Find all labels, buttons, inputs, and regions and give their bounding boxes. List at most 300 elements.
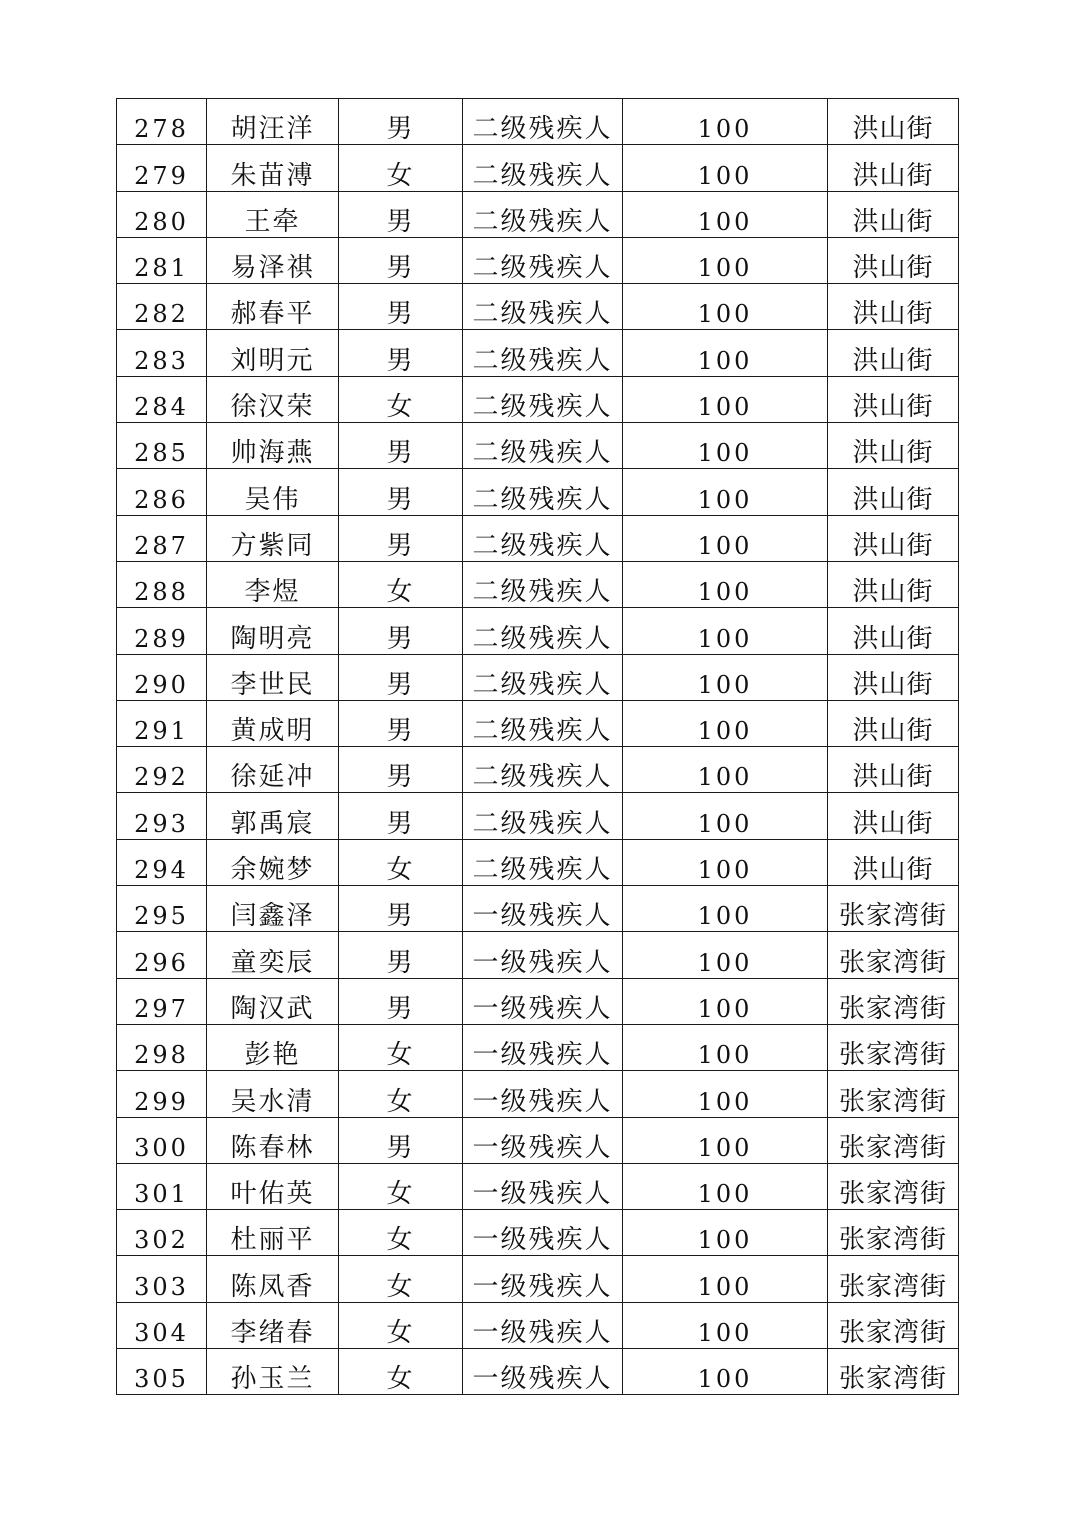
amount-cell (623, 1349, 828, 1395)
name-cell (207, 793, 339, 839)
disability-level-cell-text: 一级残疾人 (472, 1040, 613, 1071)
table-row (117, 145, 959, 191)
gender-cell-text: 男 (386, 993, 415, 1024)
serial-number-cell-text: 294 (134, 856, 189, 885)
name-cell (207, 1071, 339, 1117)
disability-level-cell (463, 376, 623, 422)
amount-cell (623, 237, 828, 283)
disability-level-cell (463, 932, 623, 978)
street-cell (828, 747, 959, 793)
disability-level-cell (463, 99, 623, 145)
gender-cell-text: 女 (386, 855, 415, 886)
street-cell-text: 张家湾街 (838, 1040, 947, 1071)
gender-cell (339, 700, 463, 746)
serial-number-cell-text: 297 (134, 994, 189, 1023)
amount-cell-text: 100 (697, 809, 753, 838)
amount-cell (623, 1256, 828, 1302)
amount-cell-text: 100 (697, 1087, 753, 1116)
serial-number-cell (117, 561, 207, 607)
serial-number-cell (117, 237, 207, 283)
street-cell (828, 284, 959, 330)
serial-number-cell (117, 978, 207, 1024)
street-cell-text: 洪山街 (852, 345, 934, 376)
street-cell (828, 932, 959, 978)
amount-cell (623, 1024, 828, 1070)
amount-cell-text: 100 (697, 439, 753, 468)
gender-cell (339, 330, 463, 376)
gender-cell (339, 284, 463, 330)
disability-level-cell (463, 145, 623, 191)
gender-cell (339, 1024, 463, 1070)
gender-cell (339, 145, 463, 191)
disability-level-cell (463, 515, 623, 561)
table-row (117, 284, 959, 330)
amount-cell-text: 100 (697, 531, 753, 560)
street-cell-text: 张家湾街 (838, 1271, 947, 1302)
disability-level-cell (463, 747, 623, 793)
table-row (117, 793, 959, 839)
table-row (117, 932, 959, 978)
gender-cell-text: 男 (386, 530, 415, 561)
name-cell-text: 徐汉荣 (230, 392, 315, 423)
amount-cell (623, 330, 828, 376)
serial-number-cell-text: 279 (134, 161, 189, 190)
gender-cell (339, 1071, 463, 1117)
name-cell-text: 易泽祺 (230, 253, 315, 284)
name-cell (207, 1163, 339, 1209)
serial-number-cell (117, 284, 207, 330)
gender-cell-text: 男 (386, 253, 415, 284)
name-cell-text: 吴伟 (244, 484, 301, 515)
serial-number-cell-text: 292 (134, 763, 189, 792)
amount-cell-text: 100 (697, 948, 753, 977)
serial-number-cell-text: 304 (134, 1319, 189, 1348)
name-cell-text: 李世民 (230, 669, 315, 700)
street-cell-text: 张家湾街 (838, 1179, 947, 1210)
street-cell (828, 1071, 959, 1117)
street-cell (828, 1024, 959, 1070)
gender-cell (339, 191, 463, 237)
disability-level-cell (463, 1349, 623, 1395)
gender-cell (339, 423, 463, 469)
street-cell (828, 1302, 959, 1348)
gender-cell-text: 男 (386, 947, 415, 978)
gender-cell (339, 793, 463, 839)
gender-cell-text: 女 (386, 1040, 415, 1071)
street-cell-text: 洪山街 (852, 762, 934, 793)
gender-cell-text: 女 (386, 1179, 415, 1210)
serial-number-cell-text: 305 (134, 1365, 189, 1394)
roster-table (116, 98, 959, 1395)
name-cell (207, 330, 339, 376)
street-cell (828, 330, 959, 376)
name-cell (207, 1117, 339, 1163)
name-cell-text: 陶明亮 (230, 623, 315, 654)
amount-cell-text: 100 (697, 393, 753, 422)
table-row (117, 700, 959, 746)
name-cell-text: 郭禹宸 (230, 808, 315, 839)
serial-number-cell-text: 283 (134, 346, 189, 375)
table-row (117, 99, 959, 145)
roster-table-body (117, 99, 959, 1395)
serial-number-cell-text: 287 (134, 531, 189, 560)
table-row (117, 376, 959, 422)
street-cell-text: 张家湾街 (838, 947, 947, 978)
street-cell-text: 张家湾街 (838, 1225, 947, 1256)
amount-cell (623, 793, 828, 839)
amount-cell-text: 100 (697, 624, 753, 653)
amount-cell (623, 284, 828, 330)
street-cell-text: 张家湾街 (838, 1132, 947, 1163)
serial-number-cell-text: 296 (134, 948, 189, 977)
name-cell (207, 700, 339, 746)
serial-number-cell-text: 295 (134, 902, 189, 931)
serial-number-cell-text: 286 (134, 485, 189, 514)
amount-cell-text: 100 (697, 670, 753, 699)
serial-number-cell-text: 293 (134, 809, 189, 838)
street-cell-text: 洪山街 (852, 623, 934, 654)
disability-level-cell-text: 一级残疾人 (472, 1271, 613, 1302)
name-cell (207, 1024, 339, 1070)
disability-level-cell-text: 二级残疾人 (472, 114, 613, 145)
serial-number-cell-text: 288 (134, 578, 189, 607)
name-cell (207, 747, 339, 793)
name-cell (207, 886, 339, 932)
serial-number-cell (117, 1349, 207, 1395)
name-cell-text: 刘明元 (230, 345, 315, 376)
gender-cell (339, 237, 463, 283)
amount-cell-text: 100 (697, 346, 753, 375)
amount-cell-text: 100 (697, 717, 753, 746)
amount-cell-text: 100 (697, 1133, 753, 1162)
serial-number-cell-text: 291 (134, 717, 189, 746)
gender-cell (339, 469, 463, 515)
table-row (117, 1024, 959, 1070)
serial-number-cell-text: 280 (134, 207, 189, 236)
table-row (117, 978, 959, 1024)
gender-cell (339, 376, 463, 422)
table-row (117, 469, 959, 515)
serial-number-cell-text: 282 (134, 300, 189, 329)
serial-number-cell-text: 301 (134, 1180, 189, 1209)
amount-cell (623, 1071, 828, 1117)
amount-cell-text: 100 (697, 763, 753, 792)
name-cell-text: 黄成明 (230, 716, 315, 747)
amount-cell (623, 1117, 828, 1163)
street-cell (828, 839, 959, 885)
street-cell (828, 1349, 959, 1395)
amount-cell-text: 100 (697, 1365, 753, 1394)
amount-cell (623, 932, 828, 978)
street-cell-text: 洪山街 (852, 669, 934, 700)
serial-number-cell (117, 515, 207, 561)
street-cell-text: 洪山街 (852, 253, 934, 284)
disability-level-cell-text: 一级残疾人 (472, 1179, 613, 1210)
name-cell-text: 陶汉武 (230, 993, 315, 1024)
name-cell (207, 284, 339, 330)
table-row (117, 237, 959, 283)
serial-number-cell-text: 300 (134, 1133, 189, 1162)
amount-cell (623, 886, 828, 932)
disability-level-cell-text: 二级残疾人 (472, 299, 613, 330)
name-cell-text: 胡汪洋 (230, 114, 315, 145)
street-cell-text: 洪山街 (852, 114, 934, 145)
table-row (117, 608, 959, 654)
gender-cell-text: 男 (386, 345, 415, 376)
street-cell (828, 469, 959, 515)
name-cell (207, 839, 339, 885)
disability-level-cell-text: 一级残疾人 (472, 1364, 613, 1395)
serial-number-cell (117, 423, 207, 469)
disability-level-cell (463, 237, 623, 283)
amount-cell (623, 145, 828, 191)
disability-level-cell-text: 二级残疾人 (472, 438, 613, 469)
amount-cell (623, 515, 828, 561)
amount-cell (623, 561, 828, 607)
street-cell (828, 1210, 959, 1256)
serial-number-cell (117, 839, 207, 885)
name-cell (207, 932, 339, 978)
disability-level-cell-text: 二级残疾人 (472, 345, 613, 376)
name-cell (207, 561, 339, 607)
name-cell (207, 654, 339, 700)
gender-cell (339, 99, 463, 145)
amount-cell-text: 100 (697, 578, 753, 607)
name-cell-text: 李绪春 (230, 1318, 315, 1349)
gender-cell-text: 女 (386, 1318, 415, 1349)
street-cell (828, 1117, 959, 1163)
street-cell (828, 793, 959, 839)
name-cell (207, 376, 339, 422)
table-row (117, 1117, 959, 1163)
gender-cell-text: 男 (386, 299, 415, 330)
table-row (117, 1071, 959, 1117)
gender-cell (339, 932, 463, 978)
gender-cell-text: 男 (386, 206, 415, 237)
serial-number-cell (117, 747, 207, 793)
serial-number-cell-text: 290 (134, 670, 189, 699)
gender-cell-text: 女 (386, 577, 415, 608)
disability-level-cell (463, 793, 623, 839)
amount-cell-text: 100 (697, 161, 753, 190)
serial-number-cell (117, 700, 207, 746)
street-cell-text: 洪山街 (852, 716, 934, 747)
street-cell (828, 99, 959, 145)
street-cell-text: 洪山街 (852, 438, 934, 469)
name-cell-text: 陈凤香 (230, 1271, 315, 1302)
street-cell-text: 洪山街 (852, 299, 934, 330)
disability-level-cell (463, 654, 623, 700)
name-cell-text: 彭艳 (244, 1040, 301, 1071)
name-cell (207, 978, 339, 1024)
name-cell-text: 王牵 (244, 206, 301, 237)
street-cell-text: 张家湾街 (838, 901, 947, 932)
gender-cell (339, 654, 463, 700)
serial-number-cell (117, 469, 207, 515)
table-row (117, 654, 959, 700)
amount-cell-text: 100 (697, 856, 753, 885)
serial-number-cell-text: 281 (134, 254, 189, 283)
gender-cell (339, 1210, 463, 1256)
disability-level-cell (463, 700, 623, 746)
serial-number-cell-text: 285 (134, 439, 189, 468)
gender-cell (339, 1302, 463, 1348)
gender-cell-text: 男 (386, 623, 415, 654)
disability-level-cell-text: 二级残疾人 (472, 716, 613, 747)
disability-level-cell-text: 二级残疾人 (472, 623, 613, 654)
gender-cell (339, 886, 463, 932)
gender-cell (339, 839, 463, 885)
name-cell (207, 515, 339, 561)
amount-cell-text: 100 (697, 207, 753, 236)
name-cell-text: 方紫同 (230, 530, 315, 561)
serial-number-cell (117, 932, 207, 978)
name-cell-text: 郝春平 (230, 299, 315, 330)
name-cell-text: 帅海燕 (230, 438, 315, 469)
disability-level-cell-text: 一级残疾人 (472, 993, 613, 1024)
disability-level-cell (463, 839, 623, 885)
amount-cell-text: 100 (697, 1226, 753, 1255)
street-cell-text: 洪山街 (852, 160, 934, 191)
serial-number-cell (117, 1024, 207, 1070)
disability-level-cell-text: 二级残疾人 (472, 762, 613, 793)
serial-number-cell-text: 298 (134, 1041, 189, 1070)
amount-cell (623, 191, 828, 237)
gender-cell (339, 1256, 463, 1302)
table-row (117, 423, 959, 469)
disability-level-cell (463, 1071, 623, 1117)
gender-cell (339, 747, 463, 793)
amount-cell-text: 100 (697, 1319, 753, 1348)
table-row (117, 839, 959, 885)
street-cell-text: 张家湾街 (838, 1364, 947, 1395)
serial-number-cell (117, 1163, 207, 1209)
serial-number-cell (117, 654, 207, 700)
serial-number-cell (117, 886, 207, 932)
amount-cell (623, 839, 828, 885)
street-cell (828, 561, 959, 607)
disability-level-cell-text: 一级残疾人 (472, 947, 613, 978)
serial-number-cell (117, 191, 207, 237)
disability-level-cell (463, 1117, 623, 1163)
table-row (117, 1256, 959, 1302)
serial-number-cell-text: 284 (134, 393, 189, 422)
street-cell-text: 张家湾街 (838, 1318, 947, 1349)
name-cell (207, 237, 339, 283)
name-cell-text: 叶佑英 (230, 1179, 315, 1210)
disability-level-cell (463, 469, 623, 515)
serial-number-cell (117, 1071, 207, 1117)
name-cell (207, 423, 339, 469)
serial-number-cell-text: 299 (134, 1087, 189, 1116)
serial-number-cell (117, 1117, 207, 1163)
disability-level-cell-text: 一级残疾人 (472, 1225, 613, 1256)
serial-number-cell-text: 302 (134, 1226, 189, 1255)
amount-cell-text: 100 (697, 1272, 753, 1301)
disability-level-cell-text: 一级残疾人 (472, 901, 613, 932)
disability-level-cell-text: 二级残疾人 (472, 392, 613, 423)
disability-level-cell (463, 423, 623, 469)
street-cell-text: 洪山街 (852, 808, 934, 839)
name-cell-text: 闫鑫泽 (230, 901, 315, 932)
amount-cell-text: 100 (697, 902, 753, 931)
street-cell (828, 191, 959, 237)
table-row (117, 747, 959, 793)
name-cell-text: 朱苗溥 (230, 160, 315, 191)
gender-cell-text: 男 (386, 901, 415, 932)
amount-cell (623, 469, 828, 515)
gender-cell-text: 男 (386, 1132, 415, 1163)
street-cell (828, 1163, 959, 1209)
table-row (117, 1163, 959, 1209)
amount-cell (623, 747, 828, 793)
gender-cell (339, 1163, 463, 1209)
name-cell-text: 杜丽平 (230, 1225, 315, 1256)
serial-number-cell (117, 1302, 207, 1348)
serial-number-cell (117, 330, 207, 376)
name-cell (207, 1256, 339, 1302)
name-cell (207, 608, 339, 654)
disability-level-cell-text: 二级残疾人 (472, 530, 613, 561)
disability-level-cell-text: 二级残疾人 (472, 855, 613, 886)
gender-cell (339, 1117, 463, 1163)
street-cell (828, 376, 959, 422)
gender-cell (339, 608, 463, 654)
amount-cell (623, 1210, 828, 1256)
street-cell-text: 洪山街 (852, 577, 934, 608)
serial-number-cell (117, 145, 207, 191)
table-row (117, 886, 959, 932)
gender-cell-text: 女 (386, 1271, 415, 1302)
street-cell-text: 洪山街 (852, 855, 934, 886)
name-cell (207, 469, 339, 515)
gender-cell-text: 女 (386, 1086, 415, 1117)
street-cell (828, 237, 959, 283)
amount-cell (623, 1163, 828, 1209)
table-row (117, 1210, 959, 1256)
serial-number-cell-text: 303 (134, 1272, 189, 1301)
gender-cell-text: 男 (386, 484, 415, 515)
street-cell-text: 洪山街 (852, 206, 934, 237)
amount-cell (623, 376, 828, 422)
amount-cell (623, 1302, 828, 1348)
street-cell (828, 145, 959, 191)
name-cell (207, 191, 339, 237)
gender-cell-text: 女 (386, 1364, 415, 1395)
serial-number-cell (117, 1256, 207, 1302)
disability-level-cell-text: 二级残疾人 (472, 577, 613, 608)
disability-level-cell (463, 608, 623, 654)
serial-number-cell-text: 278 (134, 115, 189, 144)
street-cell-text: 张家湾街 (838, 1086, 947, 1117)
disability-level-cell-text: 二级残疾人 (472, 206, 613, 237)
amount-cell-text: 100 (697, 1180, 753, 1209)
street-cell (828, 1256, 959, 1302)
gender-cell-text: 男 (386, 716, 415, 747)
street-cell-text: 洪山街 (852, 530, 934, 561)
gender-cell (339, 561, 463, 607)
gender-cell-text: 女 (386, 392, 415, 423)
amount-cell (623, 99, 828, 145)
disability-level-cell-text: 二级残疾人 (472, 808, 613, 839)
street-cell-text: 洪山街 (852, 392, 934, 423)
serial-number-cell (117, 608, 207, 654)
gender-cell-text: 女 (386, 160, 415, 191)
amount-cell-text: 100 (697, 994, 753, 1023)
amount-cell-text: 100 (697, 115, 753, 144)
serial-number-cell (117, 793, 207, 839)
name-cell-text: 余婉梦 (230, 855, 315, 886)
